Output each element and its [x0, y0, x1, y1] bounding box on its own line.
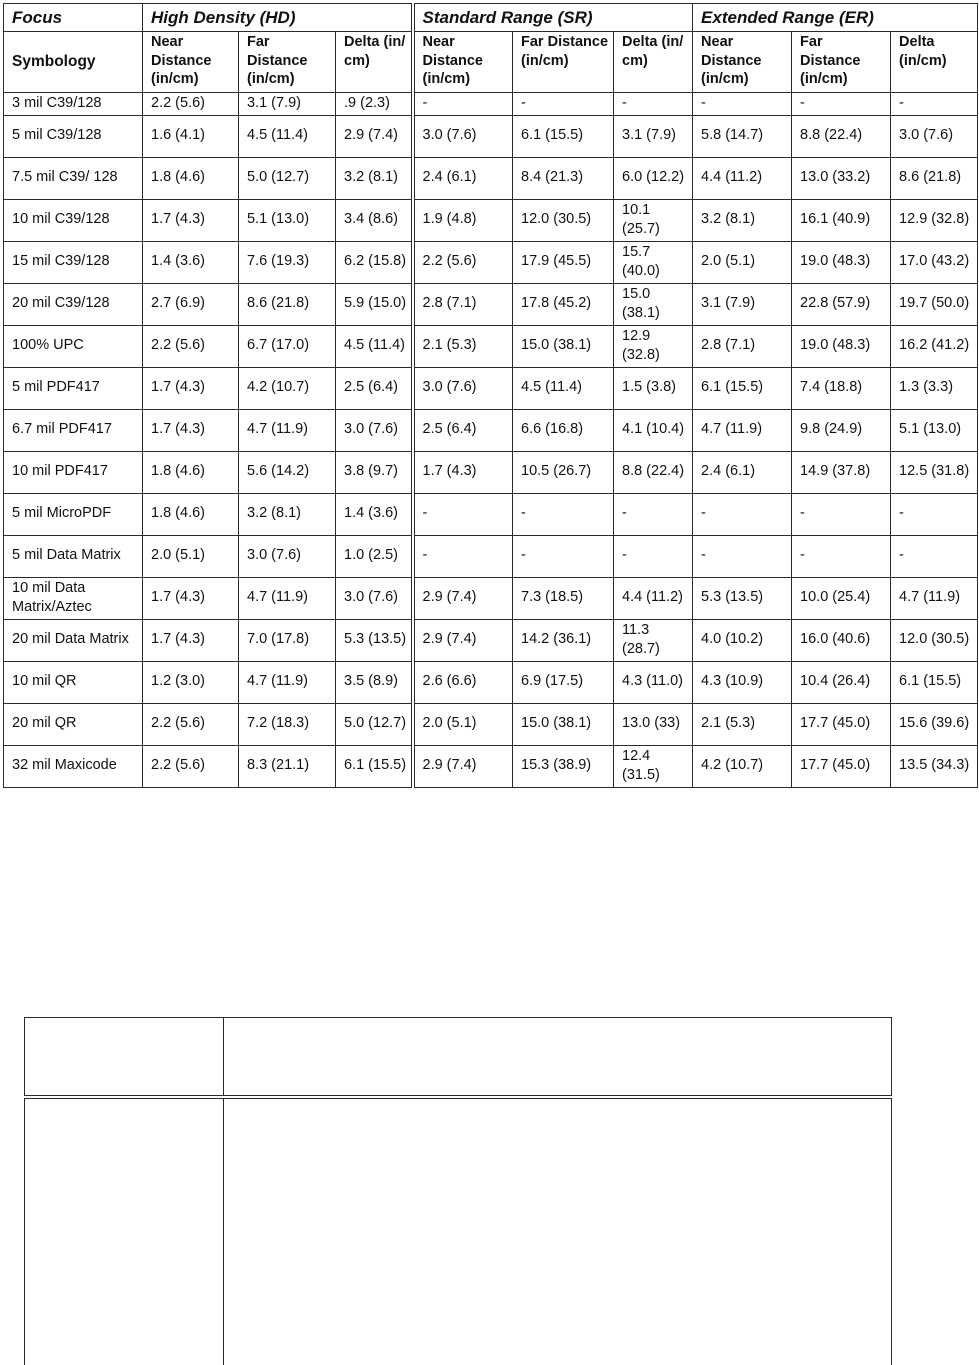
hd-near-header: Near Distance (in/cm): [143, 32, 239, 93]
hd-near-cell: 2.2 (5.6): [143, 93, 239, 116]
er-delta-cell: 12.5 (31.8): [891, 451, 978, 493]
hd-far-cell: 3.1 (7.9): [239, 93, 336, 116]
er-delta-cell: 6.1 (15.5): [891, 661, 978, 703]
hd-near-cell: 1.7 (4.3): [143, 619, 239, 661]
hd-near-cell: 1.4 (3.6): [143, 241, 239, 283]
focus-header: Focus: [4, 4, 143, 32]
sr-far-cell: 6.6 (16.8): [513, 409, 614, 451]
range-table: [3, 3, 978, 788]
er-delta-cell: 1.3 (3.3): [891, 367, 978, 409]
symbology-cell: 20 mil QR: [4, 703, 143, 745]
hd-delta-cell: 5.3 (13.5): [336, 619, 413, 661]
sr-near-cell: 1.9 (4.8): [413, 199, 513, 241]
sr-far-header: Far Distance (in/cm): [513, 32, 614, 93]
hd-delta-cell: 1.4 (3.6): [336, 493, 413, 535]
er-near-cell: 3.1 (7.9): [693, 283, 792, 325]
symbology-cell: 20 mil C39/128: [4, 283, 143, 325]
symbology-cell: 5 mil PDF417: [4, 367, 143, 409]
hd-far-cell: 5.1 (13.0): [239, 199, 336, 241]
symbology-header: Symbology: [4, 32, 143, 93]
sr-delta-cell: 15.0 (38.1): [614, 283, 693, 325]
hd-far-cell: 7.2 (18.3): [239, 703, 336, 745]
sr-delta-cell: 3.1 (7.9): [614, 115, 693, 157]
sr-far-cell: 6.1 (15.5): [513, 115, 614, 157]
hd-near-cell: 1.7 (4.3): [143, 577, 239, 619]
hd-group-header: High Density (HD): [143, 4, 413, 32]
table-row: [4, 367, 978, 409]
sr-delta-cell: 6.0 (12.2): [614, 157, 693, 199]
sr-delta-cell: 8.8 (22.4): [614, 451, 693, 493]
sr-far-cell: 12.0 (30.5): [513, 199, 614, 241]
er-group-header: Extended Range (ER): [693, 4, 978, 32]
er-near-cell: 2.1 (5.3): [693, 703, 792, 745]
er-near-cell: 4.7 (11.9): [693, 409, 792, 451]
sr-near-cell: 2.9 (7.4): [413, 745, 513, 787]
hd-far-cell: 4.2 (10.7): [239, 367, 336, 409]
table-row: [4, 577, 978, 619]
sr-delta-cell: 15.7 (40.0): [614, 241, 693, 283]
hd-far-header: Far Distance (in/cm): [239, 32, 336, 93]
er-far-cell: 17.7 (45.0): [792, 703, 891, 745]
hd-delta-cell: 1.0 (2.5): [336, 535, 413, 577]
er-delta-cell: 16.2 (41.2): [891, 325, 978, 367]
sr-far-cell: 7.3 (18.5): [513, 577, 614, 619]
er-far-header: Far Distance (in/cm): [792, 32, 891, 93]
symbology-cell: 20 mil Data Matrix: [4, 619, 143, 661]
er-delta-cell: 5.1 (13.0): [891, 409, 978, 451]
table-row: [4, 703, 978, 745]
table-body: [4, 93, 978, 788]
hd-delta-cell: 4.5 (11.4): [336, 325, 413, 367]
sr-delta-cell: 4.4 (11.2): [614, 577, 693, 619]
hd-far-cell: 3.2 (8.1): [239, 493, 336, 535]
group-header-row: [4, 4, 978, 32]
hd-delta-cell: .9 (2.3): [336, 93, 413, 116]
hd-near-cell: 1.8 (4.6): [143, 493, 239, 535]
box-separator: [24, 1095, 892, 1096]
sr-near-cell: 2.5 (6.4): [413, 409, 513, 451]
hd-delta-cell: 3.8 (9.7): [336, 451, 413, 493]
box-divider: [223, 1018, 224, 1095]
er-far-cell: -: [792, 493, 891, 535]
hd-delta-cell: 3.2 (8.1): [336, 157, 413, 199]
hd-delta-cell: 6.1 (15.5): [336, 745, 413, 787]
sr-delta-cell: 1.5 (3.8): [614, 367, 693, 409]
sr-near-cell: 3.0 (7.6): [413, 115, 513, 157]
box-divider: [223, 1099, 224, 1365]
empty-box-top: [24, 1017, 892, 1096]
er-far-cell: 19.0 (48.3): [792, 325, 891, 367]
symbology-cell: 5 mil MicroPDF: [4, 493, 143, 535]
er-near-cell: 5.3 (13.5): [693, 577, 792, 619]
sr-far-cell: -: [513, 93, 614, 116]
sr-near-cell: 1.7 (4.3): [413, 451, 513, 493]
er-near-cell: 4.3 (10.9): [693, 661, 792, 703]
hd-near-cell: 2.2 (5.6): [143, 703, 239, 745]
sr-near-cell: -: [413, 493, 513, 535]
er-delta-cell: 4.7 (11.9): [891, 577, 978, 619]
sr-far-cell: 15.0 (38.1): [513, 703, 614, 745]
sr-delta-cell: 10.1 (25.7): [614, 199, 693, 241]
sr-far-cell: 15.3 (38.9): [513, 745, 614, 787]
sr-delta-cell: 12.9 (32.8): [614, 325, 693, 367]
hd-far-cell: 5.6 (14.2): [239, 451, 336, 493]
sr-near-cell: 2.6 (6.6): [413, 661, 513, 703]
sr-delta-cell: 13.0 (33): [614, 703, 693, 745]
table-row: [4, 283, 978, 325]
hd-delta-cell: 6.2 (15.8): [336, 241, 413, 283]
er-far-cell: 14.9 (37.8): [792, 451, 891, 493]
sr-far-cell: 17.8 (45.2): [513, 283, 614, 325]
sr-delta-cell: -: [614, 93, 693, 116]
sr-near-cell: 2.4 (6.1): [413, 157, 513, 199]
symbology-cell: 10 mil QR: [4, 661, 143, 703]
hd-near-cell: 2.2 (5.6): [143, 325, 239, 367]
hd-delta-cell: 3.4 (8.6): [336, 199, 413, 241]
sr-group-header: Standard Range (SR): [413, 4, 693, 32]
sr-delta-cell: -: [614, 493, 693, 535]
er-near-cell: 3.2 (8.1): [693, 199, 792, 241]
er-far-cell: 16.1 (40.9): [792, 199, 891, 241]
er-delta-header: Delta (in/cm): [891, 32, 978, 93]
hd-far-cell: 8.3 (21.1): [239, 745, 336, 787]
hd-delta-cell: 5.0 (12.7): [336, 703, 413, 745]
sr-delta-cell: -: [614, 535, 693, 577]
sr-near-cell: -: [413, 535, 513, 577]
er-delta-cell: -: [891, 93, 978, 116]
er-near-cell: -: [693, 493, 792, 535]
hd-near-cell: 2.2 (5.6): [143, 745, 239, 787]
table-row: [4, 535, 978, 577]
er-delta-cell: 12.9 (32.8): [891, 199, 978, 241]
er-near-cell: 2.8 (7.1): [693, 325, 792, 367]
sr-near-cell: 2.2 (5.6): [413, 241, 513, 283]
symbology-cell: 5 mil Data Matrix: [4, 535, 143, 577]
hd-far-cell: 5.0 (12.7): [239, 157, 336, 199]
er-delta-cell: 12.0 (30.5): [891, 619, 978, 661]
er-far-cell: 19.0 (48.3): [792, 241, 891, 283]
er-near-cell: 6.1 (15.5): [693, 367, 792, 409]
hd-near-cell: 1.8 (4.6): [143, 157, 239, 199]
hd-near-cell: 1.8 (4.6): [143, 451, 239, 493]
er-far-cell: -: [792, 93, 891, 116]
table-row: [4, 115, 978, 157]
er-delta-cell: 15.6 (39.6): [891, 703, 978, 745]
table-row: [4, 493, 978, 535]
hd-delta-cell: 3.0 (7.6): [336, 577, 413, 619]
er-near-cell: -: [693, 535, 792, 577]
symbology-cell: 5 mil C39/128: [4, 115, 143, 157]
hd-far-cell: 7.6 (19.3): [239, 241, 336, 283]
er-delta-cell: -: [891, 493, 978, 535]
hd-far-cell: 7.0 (17.8): [239, 619, 336, 661]
sr-far-cell: -: [513, 493, 614, 535]
sr-delta-header: Delta (in/ cm): [614, 32, 693, 93]
sr-far-cell: 17.9 (45.5): [513, 241, 614, 283]
er-near-header: Near Distance (in/cm): [693, 32, 792, 93]
sr-far-cell: 6.9 (17.5): [513, 661, 614, 703]
hd-near-cell: 1.2 (3.0): [143, 661, 239, 703]
er-near-cell: 2.0 (5.1): [693, 241, 792, 283]
table-row: [4, 619, 978, 661]
er-far-cell: 22.8 (57.9): [792, 283, 891, 325]
er-far-cell: 10.4 (26.4): [792, 661, 891, 703]
er-far-cell: 9.8 (24.9): [792, 409, 891, 451]
sr-delta-cell: 4.3 (11.0): [614, 661, 693, 703]
table-row: [4, 157, 978, 199]
sr-far-cell: 15.0 (38.1): [513, 325, 614, 367]
er-near-cell: 4.2 (10.7): [693, 745, 792, 787]
sr-near-cell: 3.0 (7.6): [413, 367, 513, 409]
er-near-cell: 4.0 (10.2): [693, 619, 792, 661]
sr-delta-cell: 12.4 (31.5): [614, 745, 693, 787]
hd-far-cell: 3.0 (7.6): [239, 535, 336, 577]
er-near-cell: -: [693, 93, 792, 116]
sr-far-cell: 10.5 (26.7): [513, 451, 614, 493]
hd-near-cell: 1.6 (4.1): [143, 115, 239, 157]
symbology-cell: 3 mil C39/128: [4, 93, 143, 116]
table-row: [4, 199, 978, 241]
symbology-cell: 15 mil C39/128: [4, 241, 143, 283]
hd-delta-cell: 2.9 (7.4): [336, 115, 413, 157]
sr-far-cell: 4.5 (11.4): [513, 367, 614, 409]
table-row: [4, 409, 978, 451]
sr-near-cell: 2.9 (7.4): [413, 577, 513, 619]
hd-delta-cell: 2.5 (6.4): [336, 367, 413, 409]
hd-far-cell: 4.7 (11.9): [239, 661, 336, 703]
er-far-cell: 10.0 (25.4): [792, 577, 891, 619]
table-row: [4, 325, 978, 367]
hd-far-cell: 6.7 (17.0): [239, 325, 336, 367]
sr-near-cell: 2.8 (7.1): [413, 283, 513, 325]
sr-far-cell: 14.2 (36.1): [513, 619, 614, 661]
sr-near-cell: 2.1 (5.3): [413, 325, 513, 367]
hd-near-cell: 2.7 (6.9): [143, 283, 239, 325]
er-near-cell: 2.4 (6.1): [693, 451, 792, 493]
sr-near-cell: 2.9 (7.4): [413, 619, 513, 661]
table-row: [4, 661, 978, 703]
hd-delta-cell: 3.5 (8.9): [336, 661, 413, 703]
er-delta-cell: -: [891, 535, 978, 577]
er-delta-cell: 8.6 (21.8): [891, 157, 978, 199]
sr-far-cell: 8.4 (21.3): [513, 157, 614, 199]
sr-near-header: Near Distance (in/cm): [413, 32, 513, 93]
er-far-cell: 7.4 (18.8): [792, 367, 891, 409]
symbology-cell: 6.7 mil PDF417: [4, 409, 143, 451]
er-near-cell: 4.4 (11.2): [693, 157, 792, 199]
er-delta-cell: 17.0 (43.2): [891, 241, 978, 283]
sr-far-cell: -: [513, 535, 614, 577]
er-delta-cell: 3.0 (7.6): [891, 115, 978, 157]
symbology-cell: 32 mil Maxicode: [4, 745, 143, 787]
sr-near-cell: 2.0 (5.1): [413, 703, 513, 745]
table-row: [4, 745, 978, 787]
er-near-cell: 5.8 (14.7): [693, 115, 792, 157]
er-delta-cell: 13.5 (34.3): [891, 745, 978, 787]
er-far-cell: 13.0 (33.2): [792, 157, 891, 199]
er-far-cell: 8.8 (22.4): [792, 115, 891, 157]
table-row: [4, 93, 978, 116]
hd-near-cell: 1.7 (4.3): [143, 409, 239, 451]
hd-delta-header: Delta (in/ cm): [336, 32, 413, 93]
table-row: [4, 451, 978, 493]
hd-delta-cell: 3.0 (7.6): [336, 409, 413, 451]
er-far-cell: -: [792, 535, 891, 577]
symbology-cell: 7.5 mil C39/ 128: [4, 157, 143, 199]
er-delta-cell: 19.7 (50.0): [891, 283, 978, 325]
er-far-cell: 16.0 (40.6): [792, 619, 891, 661]
symbology-cell: 100% UPC: [4, 325, 143, 367]
hd-far-cell: 4.7 (11.9): [239, 409, 336, 451]
hd-far-cell: 8.6 (21.8): [239, 283, 336, 325]
sr-delta-cell: 11.3 (28.7): [614, 619, 693, 661]
sr-delta-cell: 4.1 (10.4): [614, 409, 693, 451]
column-header-row: [4, 32, 978, 93]
empty-box-bottom: [24, 1098, 892, 1365]
hd-delta-cell: 5.9 (15.0): [336, 283, 413, 325]
hd-near-cell: 1.7 (4.3): [143, 367, 239, 409]
hd-near-cell: 2.0 (5.1): [143, 535, 239, 577]
hd-near-cell: 1.7 (4.3): [143, 199, 239, 241]
hd-far-cell: 4.5 (11.4): [239, 115, 336, 157]
table-row: [4, 241, 978, 283]
hd-far-cell: 4.7 (11.9): [239, 577, 336, 619]
symbology-cell: 10 mil C39/128: [4, 199, 143, 241]
er-far-cell: 17.7 (45.0): [792, 745, 891, 787]
sr-near-cell: -: [413, 93, 513, 116]
symbology-cell: 10 mil Data Matrix/Aztec: [4, 577, 143, 619]
symbology-cell: 10 mil PDF417: [4, 451, 143, 493]
